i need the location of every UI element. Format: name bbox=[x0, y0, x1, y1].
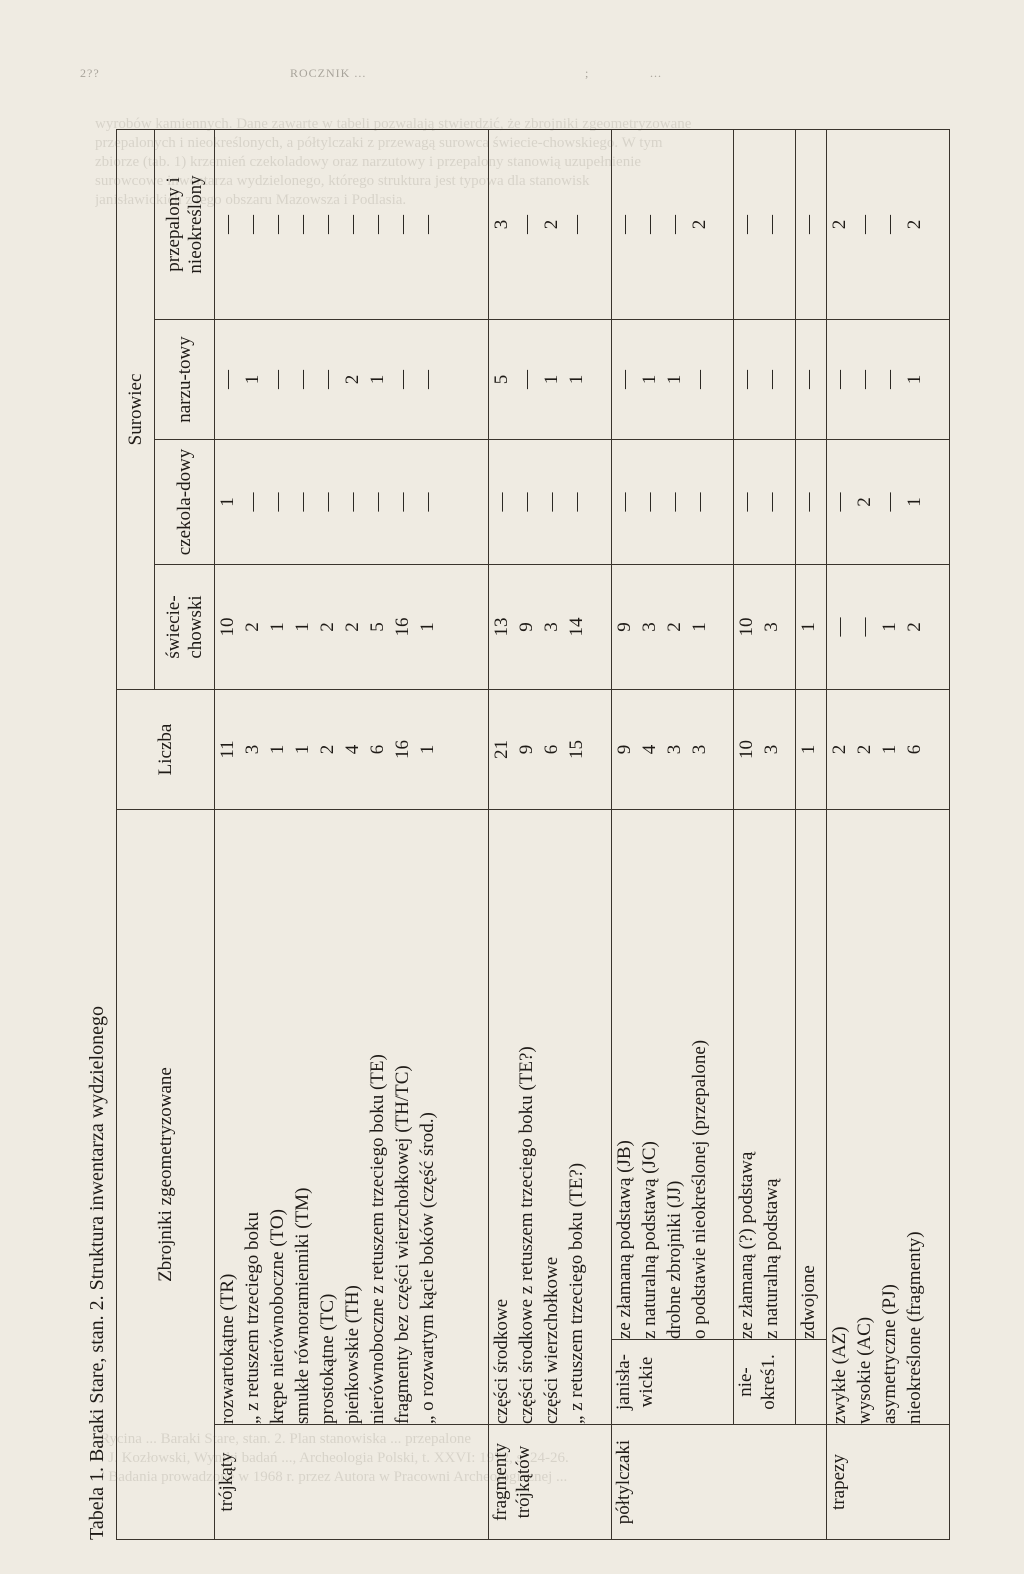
raw-value: 1 bbox=[879, 622, 901, 632]
raw-value: 1 bbox=[367, 374, 388, 385]
page-number: 2?? bbox=[80, 66, 100, 80]
raw-value: — bbox=[854, 617, 876, 637]
raw-value: — bbox=[797, 214, 819, 234]
table-row bbox=[795, 129, 827, 1539]
raw-value: — bbox=[797, 492, 819, 512]
raw-value: — bbox=[317, 492, 338, 512]
raw-value: — bbox=[267, 492, 288, 512]
bleed-line: przepalonych i nieokreślonych, a półtylczaki z przewagą surowca świecie-chowskiego. W tym bbox=[95, 135, 663, 151]
type-label: „ z retuszem trzeciego boku (TE?) bbox=[566, 1162, 588, 1424]
raw-value: — bbox=[879, 214, 901, 234]
raw-value: — bbox=[292, 214, 313, 234]
raw-value: 2 bbox=[688, 219, 710, 230]
raw-value: — bbox=[292, 492, 313, 512]
count-value: 3 bbox=[761, 744, 783, 755]
count-value: 2 bbox=[317, 744, 338, 755]
raw-value: 2 bbox=[541, 219, 563, 230]
raw-value: 10 bbox=[217, 617, 238, 637]
raw-value: 1 bbox=[267, 622, 288, 632]
raw-value: 3 bbox=[541, 622, 563, 632]
raw-value: — bbox=[516, 492, 538, 512]
raw-value: — bbox=[854, 214, 876, 234]
group-label: fragmenty trójkątów bbox=[489, 1425, 612, 1540]
raw-value: 1 bbox=[663, 374, 685, 385]
count-value: 1 bbox=[417, 744, 438, 755]
raw-value: — bbox=[317, 369, 338, 389]
raw-value: 1 bbox=[217, 497, 238, 507]
type-label: smukłe równoramienniki (TM) bbox=[292, 1187, 313, 1424]
raw-value: — bbox=[566, 214, 588, 234]
count-value: 3 bbox=[688, 744, 710, 755]
raw-value: — bbox=[342, 214, 363, 234]
type-label: wysokie (AC) bbox=[854, 1316, 876, 1424]
raw-value: 3 bbox=[491, 219, 513, 230]
raw-value: — bbox=[392, 214, 413, 234]
raw-value: 2 bbox=[342, 374, 363, 385]
raw-value: 1 bbox=[904, 497, 926, 507]
raw-value: 3 bbox=[761, 622, 783, 632]
type-label: „ o rozwartym kącie boków (część środ.) bbox=[417, 1112, 438, 1424]
type-label: ze złamaną (?) podstawą bbox=[736, 1151, 758, 1339]
raw-value: 1 bbox=[242, 374, 263, 385]
type-label: „ z retuszem trzeciego boku bbox=[242, 1211, 263, 1424]
raw-value: — bbox=[217, 369, 238, 389]
type-label: z naturalną podstawą (JC) bbox=[638, 1141, 660, 1339]
raw-value: 1 bbox=[417, 622, 438, 632]
running-title: ROCZNIK ... bbox=[290, 66, 367, 80]
raw-value: — bbox=[663, 214, 685, 234]
count-value: 6 bbox=[367, 744, 388, 755]
raw-value: — bbox=[417, 492, 438, 512]
type-label: asymetryczne (PJ) bbox=[879, 1284, 901, 1424]
bleed-footnote-line: Rycina ... Baraki Stare, stan. 2. Plan stanowiska ... przepalone bbox=[100, 1431, 471, 1447]
raw-value: — bbox=[736, 214, 758, 234]
subgroup-label bbox=[795, 1340, 827, 1425]
raw-value: — bbox=[736, 369, 758, 389]
raw-value: — bbox=[566, 492, 588, 512]
raw-value: — bbox=[267, 369, 288, 389]
raw-value: 2 bbox=[904, 219, 926, 230]
raw-value: — bbox=[242, 492, 263, 512]
table-row bbox=[215, 129, 489, 1539]
raw-value: — bbox=[761, 492, 783, 512]
bleed-line: zbiorze (tab. 1) krzemień czekoladowy oraz narzutowy i przepalony stanowią uzupełnienie bbox=[95, 154, 642, 170]
table-row bbox=[611, 129, 734, 1539]
count-header: Liczba bbox=[117, 689, 215, 809]
type-label: z naturalną podstawą bbox=[761, 1178, 783, 1339]
raw-value: — bbox=[541, 492, 563, 512]
raw-value: — bbox=[761, 214, 783, 234]
raw-value: — bbox=[417, 369, 438, 389]
count-value: 10 bbox=[736, 739, 758, 759]
inventory-table bbox=[116, 129, 950, 1540]
type-label: pieńkowskie (TH) bbox=[342, 1285, 363, 1424]
raw-value: 2 bbox=[242, 622, 263, 632]
raw-value: — bbox=[392, 492, 413, 512]
bleed-footnote-line: ¹ J. Kozłowski, Wyniki badań ..., Archeologia Polski, t. XXVI: 1972, s. 24-26. bbox=[100, 1450, 569, 1466]
raw-value: 2 bbox=[854, 497, 876, 507]
raw-value: — bbox=[267, 214, 288, 234]
raw-value: — bbox=[688, 369, 710, 389]
group-label: półtylczaki bbox=[611, 1425, 827, 1540]
count-value: 1 bbox=[292, 744, 313, 755]
raw-col-header: świecie-chowski bbox=[155, 564, 215, 689]
type-label: drobne zbrojniki (JJ) bbox=[663, 1180, 685, 1339]
type-label: o podstawie nieokreślonej (przepalone) bbox=[688, 1039, 710, 1339]
raw-value: 2 bbox=[663, 622, 685, 632]
type-label: zdwojone bbox=[797, 1265, 819, 1339]
raw-value: 2 bbox=[829, 219, 851, 230]
raw-value: 1 bbox=[566, 374, 588, 385]
count-value: 1 bbox=[879, 744, 901, 755]
raw-value: 1 bbox=[638, 374, 660, 385]
raw-value: — bbox=[516, 369, 538, 389]
raw-value: 3 bbox=[638, 622, 660, 632]
type-label: części wierzchołkowe bbox=[541, 1256, 563, 1424]
raw-value: 10 bbox=[736, 617, 758, 637]
bleed-footnote-line: ² Badania prowadzone w 1968 r. przez Autora w Pracowni Archeologicznej ... bbox=[100, 1469, 568, 1485]
type-label: części środkowe z retuszem trzeciego boku (TE?) bbox=[516, 1046, 538, 1424]
count-value: 16 bbox=[392, 739, 413, 759]
raw-value: — bbox=[217, 214, 238, 234]
raw-value: 16 bbox=[392, 617, 413, 637]
count-value: 1 bbox=[797, 744, 819, 755]
count-value: 21 bbox=[491, 739, 513, 759]
count-value: 2 bbox=[854, 744, 876, 755]
raw-value: — bbox=[317, 214, 338, 234]
type-label: prostokątne (TC) bbox=[317, 1293, 338, 1424]
bleed-line: wyrobów kamiennych. Dane zawarte w tabeli pozwalają stwierdzić, że zbrojniki zgeometryzowane bbox=[95, 116, 692, 132]
table-caption: Tabela 1. Baraki Stare, stan. 2. Struktura inwentarza wydzielonego bbox=[86, 1006, 108, 1540]
raw-value: — bbox=[638, 214, 660, 234]
count-value: 4 bbox=[342, 744, 363, 755]
table-row bbox=[827, 129, 950, 1539]
group-label: trójkąty bbox=[215, 1425, 489, 1540]
count-value: 3 bbox=[663, 744, 685, 755]
count-value: 4 bbox=[638, 744, 660, 755]
rotated-table-sheet bbox=[80, 130, 950, 1540]
raw-value: 1 bbox=[292, 622, 313, 632]
type-label: krępe nierównoboczne (TO) bbox=[267, 1209, 288, 1424]
raw-value: — bbox=[367, 492, 388, 512]
subgroup-label: janisła-wickie bbox=[611, 1340, 734, 1425]
raw-value: — bbox=[829, 369, 851, 389]
type-label: części środkowe bbox=[491, 1298, 513, 1424]
subgroup-label: nie-okreś1. bbox=[734, 1340, 796, 1425]
bleed-line: surowcowe inwentarza wydzielonego, którego struktura jest typowa dla stanowisk bbox=[95, 173, 590, 189]
raw-value: 9 bbox=[613, 622, 635, 632]
raw-value: — bbox=[367, 214, 388, 234]
raw-col-header: czekola-dowy bbox=[155, 439, 215, 564]
raw-value: — bbox=[829, 492, 851, 512]
raw-value: 14 bbox=[566, 617, 588, 637]
raw-value: — bbox=[854, 369, 876, 389]
type-label: rozwartokątne (TR) bbox=[217, 1273, 238, 1424]
raw-value: 2 bbox=[317, 622, 338, 632]
raw-value: 2 bbox=[342, 622, 363, 632]
raw-value: — bbox=[242, 214, 263, 234]
running-title-right: ... bbox=[650, 66, 662, 80]
raw-col-header: narzu-towy bbox=[155, 319, 215, 439]
count-value: 1 bbox=[267, 744, 288, 755]
type-label: nierównoboczne z retuszem trzeciego boku (TE) bbox=[367, 1054, 388, 1424]
type-label: zwykłe (AZ) bbox=[829, 1326, 851, 1424]
header-mark: ; bbox=[585, 66, 590, 80]
running-header bbox=[80, 66, 940, 80]
raw-value: — bbox=[292, 369, 313, 389]
raw-value: 1 bbox=[688, 622, 710, 632]
raw-value: 9 bbox=[516, 622, 538, 632]
raw-value: — bbox=[417, 214, 438, 234]
raw-value: — bbox=[663, 492, 685, 512]
count-value: 9 bbox=[613, 744, 635, 755]
type-label: ze złamaną podstawą (JB) bbox=[613, 1140, 635, 1339]
raw-value: 1 bbox=[541, 374, 563, 385]
count-value: 3 bbox=[242, 744, 263, 755]
bleed-line: janisławickich z tego obszaru Mazowsza i Podlasia. bbox=[95, 192, 407, 208]
raw-value: 5 bbox=[491, 374, 513, 385]
raw-value: — bbox=[638, 492, 660, 512]
count-value: 15 bbox=[566, 739, 588, 759]
raw-value: — bbox=[879, 369, 901, 389]
table-row bbox=[489, 129, 612, 1539]
table-row bbox=[734, 129, 796, 1539]
raw-value: 1 bbox=[904, 374, 926, 385]
raw-value: — bbox=[829, 617, 851, 637]
raw-col-header: przepalony i nieokreślony bbox=[155, 129, 215, 319]
count-value: 6 bbox=[904, 744, 926, 755]
raw-value: — bbox=[491, 492, 513, 512]
count-value: 11 bbox=[217, 740, 238, 759]
raw-value: — bbox=[761, 369, 783, 389]
raw-value: — bbox=[688, 492, 710, 512]
raw-value: — bbox=[342, 492, 363, 512]
raw-material-header: Surowiec bbox=[117, 129, 155, 689]
tools-header: Zbrojniki zgeometryzowane bbox=[117, 809, 215, 1539]
raw-value: 2 bbox=[904, 622, 926, 632]
type-label: fragmenty bez części wierzchołkowej (TH/TC) bbox=[392, 1065, 413, 1424]
raw-value: — bbox=[613, 492, 635, 512]
count-value: 6 bbox=[541, 744, 563, 755]
raw-value: — bbox=[613, 214, 635, 234]
type-label: nieokreślone (fragmenty) bbox=[904, 1231, 926, 1424]
count-value: 9 bbox=[516, 744, 538, 755]
raw-value: 1 bbox=[797, 622, 819, 632]
raw-value: — bbox=[392, 369, 413, 389]
raw-value: — bbox=[797, 369, 819, 389]
raw-value: — bbox=[516, 214, 538, 234]
raw-value: — bbox=[879, 492, 901, 512]
group-label: trapezy bbox=[827, 1425, 950, 1540]
raw-value: 5 bbox=[367, 622, 388, 632]
count-value: 2 bbox=[829, 744, 851, 755]
raw-value: 13 bbox=[491, 617, 513, 637]
raw-value: — bbox=[613, 369, 635, 389]
raw-value: — bbox=[736, 492, 758, 512]
